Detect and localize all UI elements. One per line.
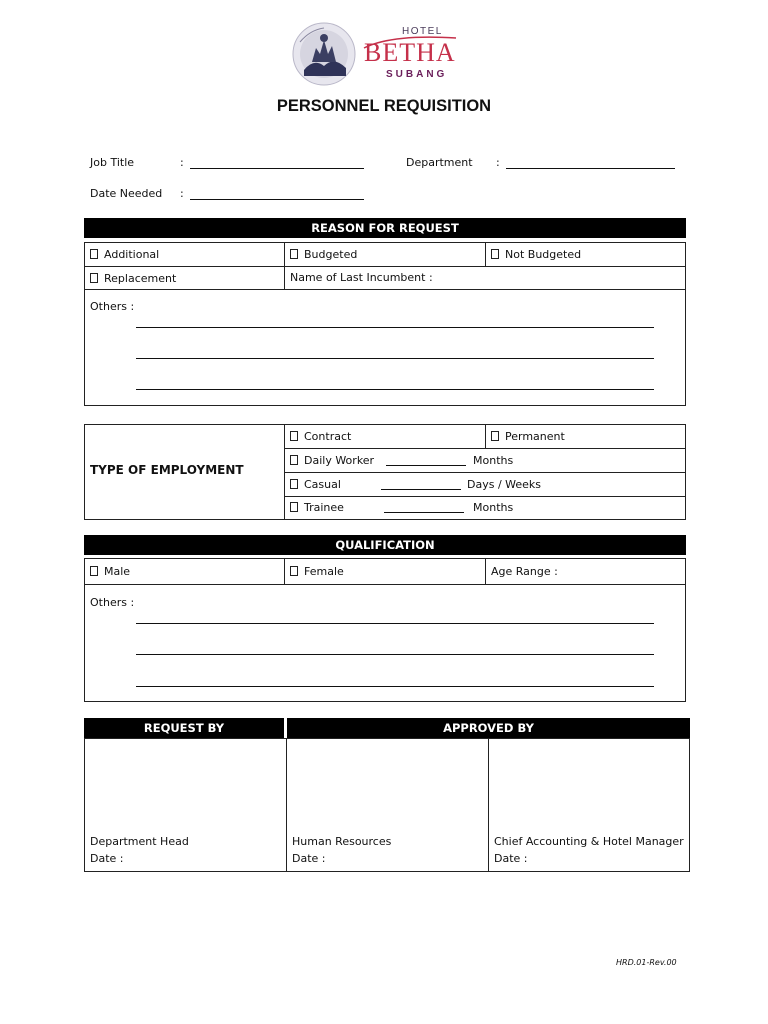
checkbox-icon — [90, 566, 98, 576]
daily-worker-unit: Months — [473, 454, 514, 467]
department-field[interactable] — [506, 168, 675, 169]
daily-worker-field[interactable] — [386, 465, 466, 466]
checkbox-permanent[interactable] — [491, 430, 565, 444]
date-needed-field[interactable] — [190, 199, 364, 200]
hr-signature-area[interactable] — [288, 742, 486, 830]
chief-label: Chief Accounting & Hotel Manager — [494, 835, 684, 848]
checkbox-icon — [491, 249, 499, 259]
casual-label: Casual — [304, 478, 341, 491]
male-label: Male — [104, 565, 131, 578]
replacement-label: Replacement — [104, 272, 177, 285]
last-incumbent-field[interactable] — [420, 268, 682, 288]
date-needed-colon: : — [180, 187, 184, 200]
chief-date-label: Date : — [494, 852, 528, 865]
logo-hotel-text: HOTEL — [402, 26, 443, 37]
checkbox-female[interactable] — [290, 565, 344, 579]
trainee-unit: Months — [473, 501, 514, 514]
page-title: PERSONNEL REQUISITION — [276, 97, 492, 115]
qualification-others-line-3[interactable] — [136, 686, 654, 687]
employment-type-label: TYPE OF EMPLOYMENT — [90, 463, 244, 477]
form-code: HRD.01-Rev.00 — [616, 958, 677, 967]
checkbox-replacement[interactable] — [90, 272, 176, 286]
logo-emblem-icon — [290, 20, 358, 88]
hr-label: Human Resources — [292, 835, 392, 848]
reason-others-line-3[interactable] — [136, 389, 654, 390]
age-range-field[interactable] — [556, 561, 682, 581]
checkbox-icon — [90, 273, 98, 283]
chief-signature-area[interactable] — [490, 742, 688, 830]
checkbox-trainee[interactable] — [290, 501, 344, 515]
checkbox-icon — [290, 455, 298, 465]
hr-date-label: Date : — [292, 852, 326, 865]
trainee-label: Trainee — [304, 501, 344, 514]
reason-heading: REASON FOR REQUEST — [84, 218, 686, 238]
casual-unit: Days / Weeks — [467, 478, 542, 491]
reason-others-line-1[interactable] — [136, 327, 654, 328]
qualification-heading: QUALIFICATION — [84, 535, 686, 555]
last-incumbent-label: Name of Last Incumbent : — [290, 271, 433, 284]
job-title-colon: : — [180, 156, 184, 169]
checkbox-not-budgeted[interactable] — [491, 248, 581, 262]
department-label: Department — [406, 156, 473, 169]
job-title-field[interactable] — [190, 168, 364, 169]
logo-name-text: BETHA — [364, 38, 456, 67]
dept-head-label: Department Head — [90, 835, 189, 848]
female-label: Female — [304, 565, 344, 578]
checkbox-male[interactable] — [90, 565, 130, 579]
additional-label: Additional — [104, 248, 160, 261]
budgeted-label: Budgeted — [304, 248, 358, 261]
checkbox-icon — [290, 566, 298, 576]
logo-swoosh-icon — [362, 32, 458, 52]
checkbox-casual[interactable] — [290, 478, 341, 492]
checkbox-icon — [290, 479, 298, 489]
checkbox-icon — [491, 431, 499, 441]
checkbox-budgeted[interactable] — [290, 248, 357, 262]
logo-location-text: SUBANG — [386, 69, 448, 80]
checkbox-icon — [290, 249, 298, 259]
checkbox-daily-worker[interactable] — [290, 454, 374, 468]
permanent-label: Permanent — [505, 430, 565, 443]
checkbox-icon — [90, 249, 98, 259]
qualification-others-label: Others : — [90, 596, 135, 609]
dept-head-date-label: Date : — [90, 852, 124, 865]
dept-head-signature-area[interactable] — [86, 742, 284, 830]
checkbox-additional[interactable] — [90, 248, 159, 262]
not-budgeted-label: Not Budgeted — [505, 248, 582, 261]
trainee-field[interactable] — [384, 512, 464, 513]
age-range-label: Age Range : — [491, 565, 558, 578]
date-needed-label: Date Needed — [90, 187, 163, 200]
request-by-heading: REQUEST BY — [84, 718, 284, 738]
qualification-others-line-1[interactable] — [136, 623, 654, 624]
department-colon: : — [496, 156, 500, 169]
hotel-logo — [290, 20, 460, 88]
checkbox-icon — [290, 431, 298, 441]
daily-worker-label: Daily Worker — [304, 454, 375, 467]
casual-field[interactable] — [381, 489, 461, 490]
job-title-label: Job Title — [90, 156, 135, 169]
approved-by-heading: APPROVED BY — [287, 718, 690, 738]
contract-label: Contract — [304, 430, 352, 443]
qualification-others-line-2[interactable] — [136, 654, 654, 655]
checkbox-icon — [290, 502, 298, 512]
reason-others-line-2[interactable] — [136, 358, 654, 359]
checkbox-contract[interactable] — [290, 430, 351, 444]
reason-others-label: Others : — [90, 300, 135, 313]
